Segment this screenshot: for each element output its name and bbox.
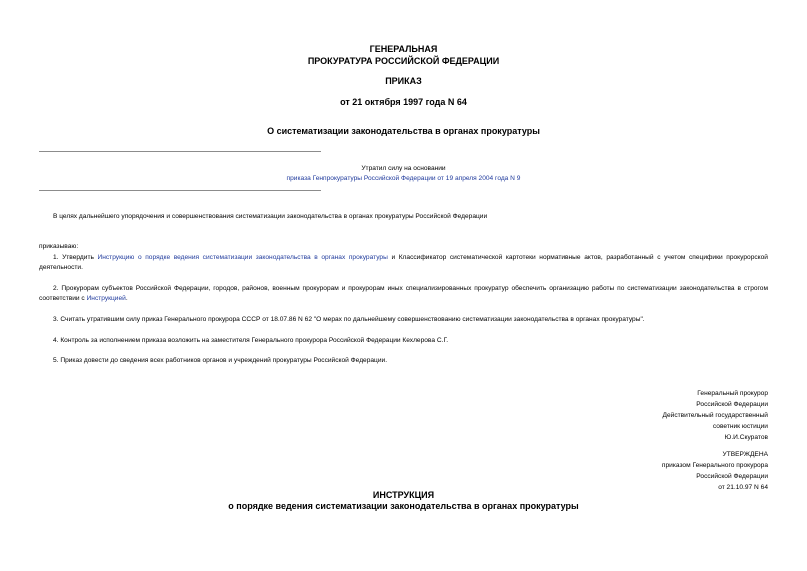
intro-paragraph: В целях дальнейшего упорядочения и совершенствования систематизации законодательства в органах прокуратуры Российской Федерации — [53, 213, 488, 220]
instruction-title: ИНСТРУКЦИЯ — [372, 490, 435, 500]
approval-line1: УТВЕРЖДЕНА — [722, 451, 768, 458]
date-number: от 21 октября 1997 года N 64 — [340, 97, 467, 107]
paragraph-1 — [39, 253, 768, 273]
approval-line4: от 21.10.97 N 64 — [718, 484, 768, 491]
doc-type: ПРИКАЗ — [385, 76, 422, 86]
signature-block — [663, 388, 769, 443]
page-title: О систематизации законодательства в органах прокуратуры — [267, 126, 540, 136]
approval-block — [662, 449, 768, 493]
signature-line1: Генеральный прокурор — [697, 390, 768, 397]
paragraph-4: 4. Контроль за исполнением приказа возложить на заместителя Генерального прокурора Российской Федерации Кехлерова С.Г. — [53, 337, 449, 344]
paragraph-2-suffix: . — [125, 295, 128, 302]
signature-line3: Действительный государственный — [662, 412, 768, 419]
signature-line2: Российской Федерации — [696, 401, 768, 408]
paragraph-3: 3. Считать утратившим силу приказ Генерального прокурора СССР от 18.07.86 N 62 "О мерах по дальнейшему совершенствованию систематизации законодательства в органах прокуратуры". — [53, 316, 645, 323]
signature-name: Ю.И.Скуратов — [724, 434, 768, 441]
repeal-order-link[interactable]: приказа Генпрокуратуры Российской Федерации от 19 апреля 2004 года N 9 — [286, 175, 521, 182]
approval-line2: приказом Генерального прокурора — [661, 462, 768, 469]
instruction-link-2[interactable]: Инструкцией — [86, 295, 126, 302]
instruction-subtitle: о порядке ведения систематизации законодательства в органах прокуратуры — [228, 501, 579, 511]
signature-line4: советник юстиции — [712, 423, 768, 430]
paragraph-2 — [39, 284, 768, 304]
instruction-link[interactable]: Инструкцию о порядке ведения систематизации законодательства в органах прокуратуры — [97, 254, 388, 261]
paragraph-1-prefix: 1. Утвердить — [53, 254, 98, 261]
order-word: приказываю: — [39, 243, 79, 250]
org-name-line2: ПРОКУРАТУРА РОССИЙСКОЙ ФЕДЕРАЦИИ — [307, 56, 500, 66]
paragraph-5: 5. Приказ довести до сведения всех работников органов и учреждений прокуратуры Российской Федерации. — [53, 357, 388, 364]
paragraph-1-suffix: и Классификатор систематической картотеки нормативные актов, разработанный с учетом специфики прокурорской деятельности. — [39, 254, 768, 271]
divider-top — [39, 151, 321, 152]
paragraph-2-prefix: 2. Прокурорам субъектов Российской Федерации, городов, районов, военным прокурорам и прокурорам иных специализированных прокуратур обеспечить организацию работы по систематизации законодательства в строгом соответствии с — [39, 285, 768, 302]
org-name-line1: ГЕНЕРАЛЬНАЯ — [369, 44, 438, 54]
approval-line3: Российской Федерации — [696, 473, 768, 480]
note-text: Утратил силу на основании — [361, 165, 446, 172]
divider-bottom — [39, 190, 321, 191]
